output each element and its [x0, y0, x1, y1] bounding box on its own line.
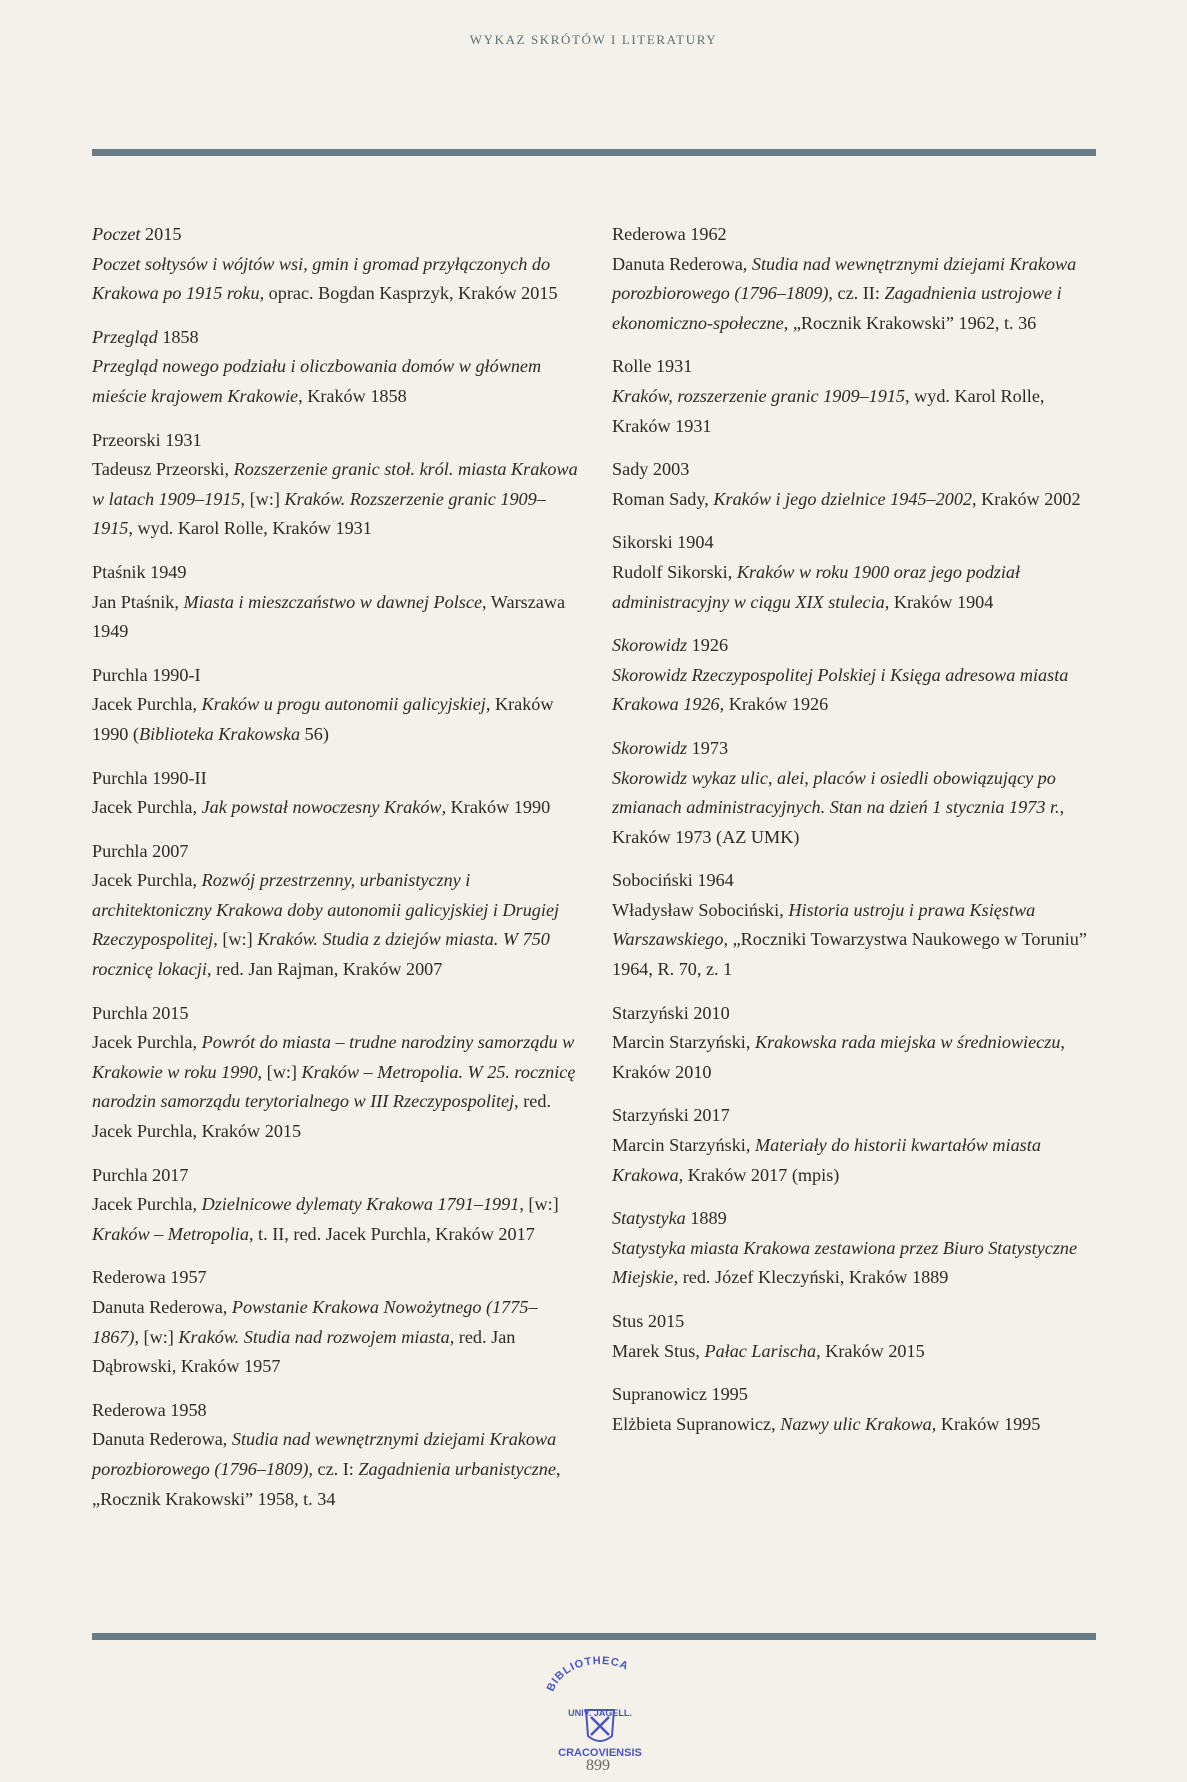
text-segment: Starzyński 2017: [612, 1105, 730, 1126]
text-segment: Zagadnienia ustrojowe i ekonomiczno-społeczne: [612, 283, 1062, 333]
stamp-crossed-keys-icon: [591, 1717, 609, 1735]
text-segment: , wyd. Karol Rolle, Kraków 1931: [128, 518, 372, 539]
right-column: [612, 220, 1104, 1453]
entry-abbreviation: [612, 631, 1104, 661]
entry-citation: [92, 250, 584, 309]
text-segment: Skorowidz Rzeczypospolitej Polskiej i Księga adresowa miasta Krakowa 1926: [612, 664, 1069, 715]
bibliography-entry: [92, 661, 584, 750]
text-segment: Danuta Rederowa,: [612, 253, 752, 274]
text-segment: Kraków – Metropolia: [92, 1223, 249, 1244]
text-segment: , Kraków 2015: [816, 1340, 925, 1361]
text-segment: Tadeusz Przeorski,: [92, 459, 234, 480]
entry-abbreviation: [612, 220, 1104, 250]
text-segment: Miasta i mieszczaństwo w dawnej Polsce: [183, 591, 483, 612]
text-segment: Rolle 1931: [612, 356, 693, 377]
text-segment: Poczet sołtysów i wójtów wsi, gmin i gromad przyłączonych do Krakowa po 1915 roku: [92, 253, 551, 304]
text-segment: Marcin Starzyński,: [612, 1032, 755, 1053]
entry-abbreviation: [612, 1204, 1104, 1234]
text-segment: Jan Ptaśnik,: [92, 591, 184, 612]
bibliography-entry: [612, 866, 1104, 984]
bibliography-entry: [612, 528, 1104, 617]
entry-citation: [92, 588, 584, 647]
text-segment: Kraków. Rozszerzenie granic 1909–1915: [92, 488, 546, 539]
entry-abbreviation: [92, 764, 584, 794]
text-segment: Jacek Purchla,: [92, 694, 202, 715]
entry-citation: [92, 793, 584, 823]
text-segment: , „Rocznik Krakowski” 1962, t. 36: [783, 312, 1037, 333]
text-segment: , red. Józef Kleczyński, Kraków 1889: [673, 1267, 949, 1288]
bibliography-entry: [92, 764, 584, 823]
bibliography-entry: [612, 455, 1104, 514]
entry-citation: [92, 1028, 584, 1146]
text-segment: Danuta Rederowa,: [92, 1297, 232, 1317]
text-segment: , red. Jan Rajman, Kraków 2007: [206, 959, 443, 980]
text-segment: Rederowa 1957: [92, 1267, 207, 1288]
entry-abbreviation: [612, 1307, 1104, 1337]
text-segment: , t. II, red. Jacek Purchla, Kraków 2017: [248, 1223, 535, 1244]
text-segment: , „Roczniki Towarzystwa Naukowego w Toruniu” 1964, R. 70, z. 1: [612, 929, 1087, 980]
text-segment: Pałac Larischa: [704, 1340, 817, 1361]
text-segment: , [w:]: [134, 1326, 179, 1347]
text-segment: Dzielnicowe dylematy Krakowa 1791–1991: [201, 1194, 520, 1215]
entry-abbreviation: [92, 1396, 584, 1426]
text-segment: Powstanie Krakowa Nowożytnego (1775–1867): [92, 1297, 538, 1347]
text-segment: Studia nad wewnętrznymi dziejami Krakowa porozbiorowego (1796–1809),: [92, 1429, 557, 1479]
text-segment: 1973: [687, 737, 729, 758]
bottom-rule: [92, 1633, 1096, 1640]
entry-abbreviation: [92, 220, 584, 250]
text-segment: Jacek Purchla,: [92, 1032, 202, 1053]
text-segment: , Kraków 1858: [298, 385, 407, 406]
text-segment: Elżbieta Supranowicz,: [612, 1413, 781, 1434]
text-segment: , Warszawa 1949: [92, 591, 566, 642]
entry-abbreviation: [612, 455, 1104, 485]
bibliography-entry: [612, 631, 1104, 720]
text-segment: Nazwy ulic Krakowa: [780, 1413, 932, 1434]
text-segment: Jacek Purchla,: [92, 797, 202, 818]
text-segment: Statystyka miasta Krakowa zestawiona przez Biuro Statystyczne Miejskie: [612, 1237, 1078, 1288]
stamp-arc: BIBLIOTHECA: [544, 1654, 631, 1694]
text-segment: Kraków, rozszerzenie granic 1909–1915: [612, 385, 906, 406]
entry-citation: [612, 1234, 1104, 1293]
bibliography-entry: [612, 220, 1104, 338]
bibliography-entry: [92, 999, 584, 1147]
text-segment: Krakowska rada miejska w średniowieczu: [754, 1032, 1061, 1053]
text-segment: Purchla 2015: [92, 1002, 189, 1023]
text-segment: , cz. II:: [828, 283, 885, 304]
text-segment: Supranowicz 1995: [612, 1384, 748, 1405]
text-segment: Starzyński 2010: [612, 1002, 730, 1023]
top-rule: [92, 149, 1096, 156]
text-segment: Stus 2015: [612, 1311, 685, 1331]
text-segment: Marek Stus,: [612, 1340, 705, 1361]
text-segment: Skorowidz: [612, 635, 688, 656]
text-segment: Marcin Starzyński,: [612, 1135, 755, 1156]
bibliography-entry: [612, 1380, 1104, 1439]
text-segment: Jacek Purchla,: [92, 870, 202, 891]
text-segment: Danuta Rederowa,: [92, 1429, 232, 1450]
text-segment: Kraków u progu autonomii galicyjskiej: [201, 694, 486, 715]
bibliography-entry: [612, 999, 1104, 1088]
bibliography-entry: [92, 1396, 584, 1514]
text-segment: , Kraków 1990 (: [92, 694, 554, 744]
entry-citation: [92, 455, 584, 544]
text-segment: Kraków i jego dzielnice 1945–2002: [713, 488, 973, 509]
entry-citation: [92, 690, 584, 749]
text-segment: Biblioteka Krakowska: [138, 723, 301, 744]
entry-abbreviation: [92, 837, 584, 867]
text-segment: 1858: [157, 326, 199, 347]
text-segment: Sady 2003: [612, 459, 690, 480]
entry-citation: [612, 896, 1104, 985]
text-segment: Jacek Purchla,: [92, 1194, 202, 1215]
text-segment: Przegląd nowego podziału i oliczbowania domów w głównem mieście krajowem Krakowie: [92, 356, 542, 406]
text-segment: , Kraków 2017 (mpis): [678, 1164, 840, 1185]
text-segment: , [w:]: [257, 1061, 302, 1082]
text-segment: , Kraków 1973 (AZ UMK): [612, 797, 1065, 847]
text-segment: Historia ustroju i prawa Księstwa Warszawskiego: [612, 899, 1036, 950]
bibliography-entry: [92, 558, 584, 647]
entry-abbreviation: [612, 999, 1104, 1029]
text-segment: Purchla 1990-II: [92, 767, 207, 788]
text-segment: , [w:]: [519, 1194, 559, 1215]
entry-abbreviation: [92, 661, 584, 691]
entry-abbreviation: [612, 866, 1104, 896]
bibliography-entry: [612, 352, 1104, 441]
text-segment: Rozszerzenie granic stoł. król. miasta Krakowa w latach 1909–1915: [92, 459, 578, 509]
text-segment: Purchla 1990-I: [92, 664, 201, 685]
text-segment: Sikorski 1904: [612, 532, 714, 553]
text-segment: Kraków – Metropolia. W 25. rocznicę narodzin samorządu terytorialnego w III Rzeczypospolitej: [92, 1061, 576, 1112]
text-segment: Zagadnienia urbanistyczne: [358, 1458, 556, 1479]
bibliography-entry: [92, 426, 584, 544]
entry-abbreviation: [612, 1380, 1104, 1410]
entry-abbreviation: [612, 528, 1104, 558]
text-segment: , Kraków 1926: [719, 694, 829, 715]
text-segment: Materiały do historii kwartałów miasta Krakowa: [612, 1135, 1041, 1185]
text-segment: Purchla 2017: [92, 1164, 189, 1185]
text-segment: Kraków w roku 1900 oraz jego podział administracyjny w ciągu XIX stulecia: [612, 561, 1021, 612]
entry-citation: [92, 1425, 584, 1514]
text-segment: Rudolf Sikorski,: [612, 561, 737, 582]
text-segment: Skorowidz: [612, 737, 688, 758]
stamp-text-bottom: CRACOVIENSIS: [558, 1747, 642, 1759]
text-segment: , red. Jacek Purchla, Kraków 2015: [92, 1091, 552, 1142]
text-segment: , „Rocznik Krakowski” 1958, t. 34: [92, 1458, 561, 1509]
bibliography-entry: [92, 1161, 584, 1250]
text-segment: Poczet: [92, 224, 141, 244]
text-segment: Kraków. Studia z dziejów miasta. W 750 rocznicę lokacji: [92, 929, 550, 980]
entry-abbreviation: [612, 734, 1104, 764]
bibliography-entry: [92, 323, 584, 412]
text-segment: , red. Jan Dąbrowski, Kraków 1957: [92, 1326, 516, 1377]
text-segment: , Kraków 1990: [441, 797, 551, 818]
stamp-text-middle: UNIV. JAGELL.: [568, 1708, 632, 1718]
text-segment: , wyd. Karol Rolle, Kraków 1931: [612, 385, 1045, 436]
entry-citation: [92, 1293, 584, 1382]
text-segment: Rozwój przestrzenny, urbanistyczny i architektoniczny Krakowa doby autonomii galicyjskiej i Drugiej Rzeczypospolitej: [92, 870, 560, 950]
entry-citation: [612, 661, 1104, 720]
text-segment: Statystyka: [612, 1208, 686, 1229]
entry-citation: [612, 1028, 1104, 1087]
text-segment: 1926: [687, 635, 729, 656]
text-segment: Rederowa 1962: [612, 224, 727, 244]
library-stamp: [540, 1652, 660, 1772]
text-segment: Purchla 2007: [92, 840, 189, 861]
text-segment: , [w:]: [213, 929, 258, 950]
entry-citation: [612, 764, 1104, 853]
entry-abbreviation: [92, 1161, 584, 1191]
running-head: WYKAZ SKRÓTÓW I LITERATURY: [469, 32, 718, 47]
text-segment: Kraków. Studia nad rozwojem miasta: [178, 1326, 450, 1347]
entry-abbreviation: [612, 1101, 1104, 1131]
bibliography-entry: [92, 1263, 584, 1381]
text-segment: Przeorski 1931: [92, 429, 202, 450]
bibliography-entry: [92, 837, 584, 985]
text-segment: , Kraków 2010: [612, 1032, 1065, 1082]
text-segment: Skorowidz wykaz ulic, alei, placów i osiedli obowiązujący po zmianach administracyjnych. Stan na dzień 1 stycznia 1973 r.: [612, 767, 1060, 818]
text-segment: Jak powstał nowoczesny Kraków: [201, 797, 442, 818]
entry-citation: [612, 382, 1104, 441]
bibliography-entry: [612, 1307, 1104, 1366]
text-segment: , oprac. Bogdan Kasprzyk, Kraków 2015: [259, 283, 558, 304]
page-number: 899: [586, 1757, 610, 1774]
text-segment: Ptaśnik 1949: [92, 561, 187, 582]
entry-abbreviation: [92, 558, 584, 588]
text-segment: , Kraków 1995: [931, 1413, 1041, 1434]
entry-citation: [92, 1190, 584, 1249]
text-segment: Rederowa 1958: [92, 1399, 207, 1420]
text-segment: 1889: [685, 1208, 727, 1229]
entry-citation: [612, 1337, 1104, 1367]
text-segment: cz. I:: [317, 1458, 359, 1479]
text-segment: Studia nad wewnętrznymi dziejami Krakowa porozbiorowego (1796–1809): [612, 253, 1077, 304]
text-segment: Władysław Sobociński,: [612, 899, 789, 920]
entry-citation: [612, 250, 1104, 339]
text-segment: , Kraków 1904: [884, 591, 994, 612]
text-segment: Przegląd: [92, 326, 158, 347]
entry-citation: [92, 866, 584, 984]
bibliography-entry: [612, 734, 1104, 852]
text-segment: Roman Sady,: [612, 488, 714, 509]
entry-abbreviation: [92, 1263, 584, 1293]
entry-abbreviation: [92, 323, 584, 353]
entry-citation: [612, 558, 1104, 617]
bibliography-entry: [612, 1204, 1104, 1293]
left-column: [92, 220, 584, 1528]
bibliography-entry: [612, 1101, 1104, 1190]
text-segment: 2015: [140, 224, 182, 244]
text-segment: Powrót do miasta – trudne narodziny samorządu w Krakowie w roku 1990: [92, 1032, 575, 1082]
entry-abbreviation: [612, 352, 1104, 382]
text-segment: , [w:]: [240, 488, 285, 509]
entry-citation: [612, 1410, 1104, 1440]
text-segment: 56): [300, 723, 329, 744]
entry-citation: [92, 352, 584, 411]
stamp-text-top: [545, 1655, 631, 1693]
entry-citation: [612, 1131, 1104, 1190]
text-segment: , Kraków 2002: [972, 488, 1081, 509]
entry-citation: [612, 485, 1104, 515]
entry-abbreviation: [92, 999, 584, 1029]
bibliography-entry: [92, 220, 584, 309]
entry-abbreviation: [92, 426, 584, 456]
text-segment: Sobociński 1964: [612, 870, 734, 891]
